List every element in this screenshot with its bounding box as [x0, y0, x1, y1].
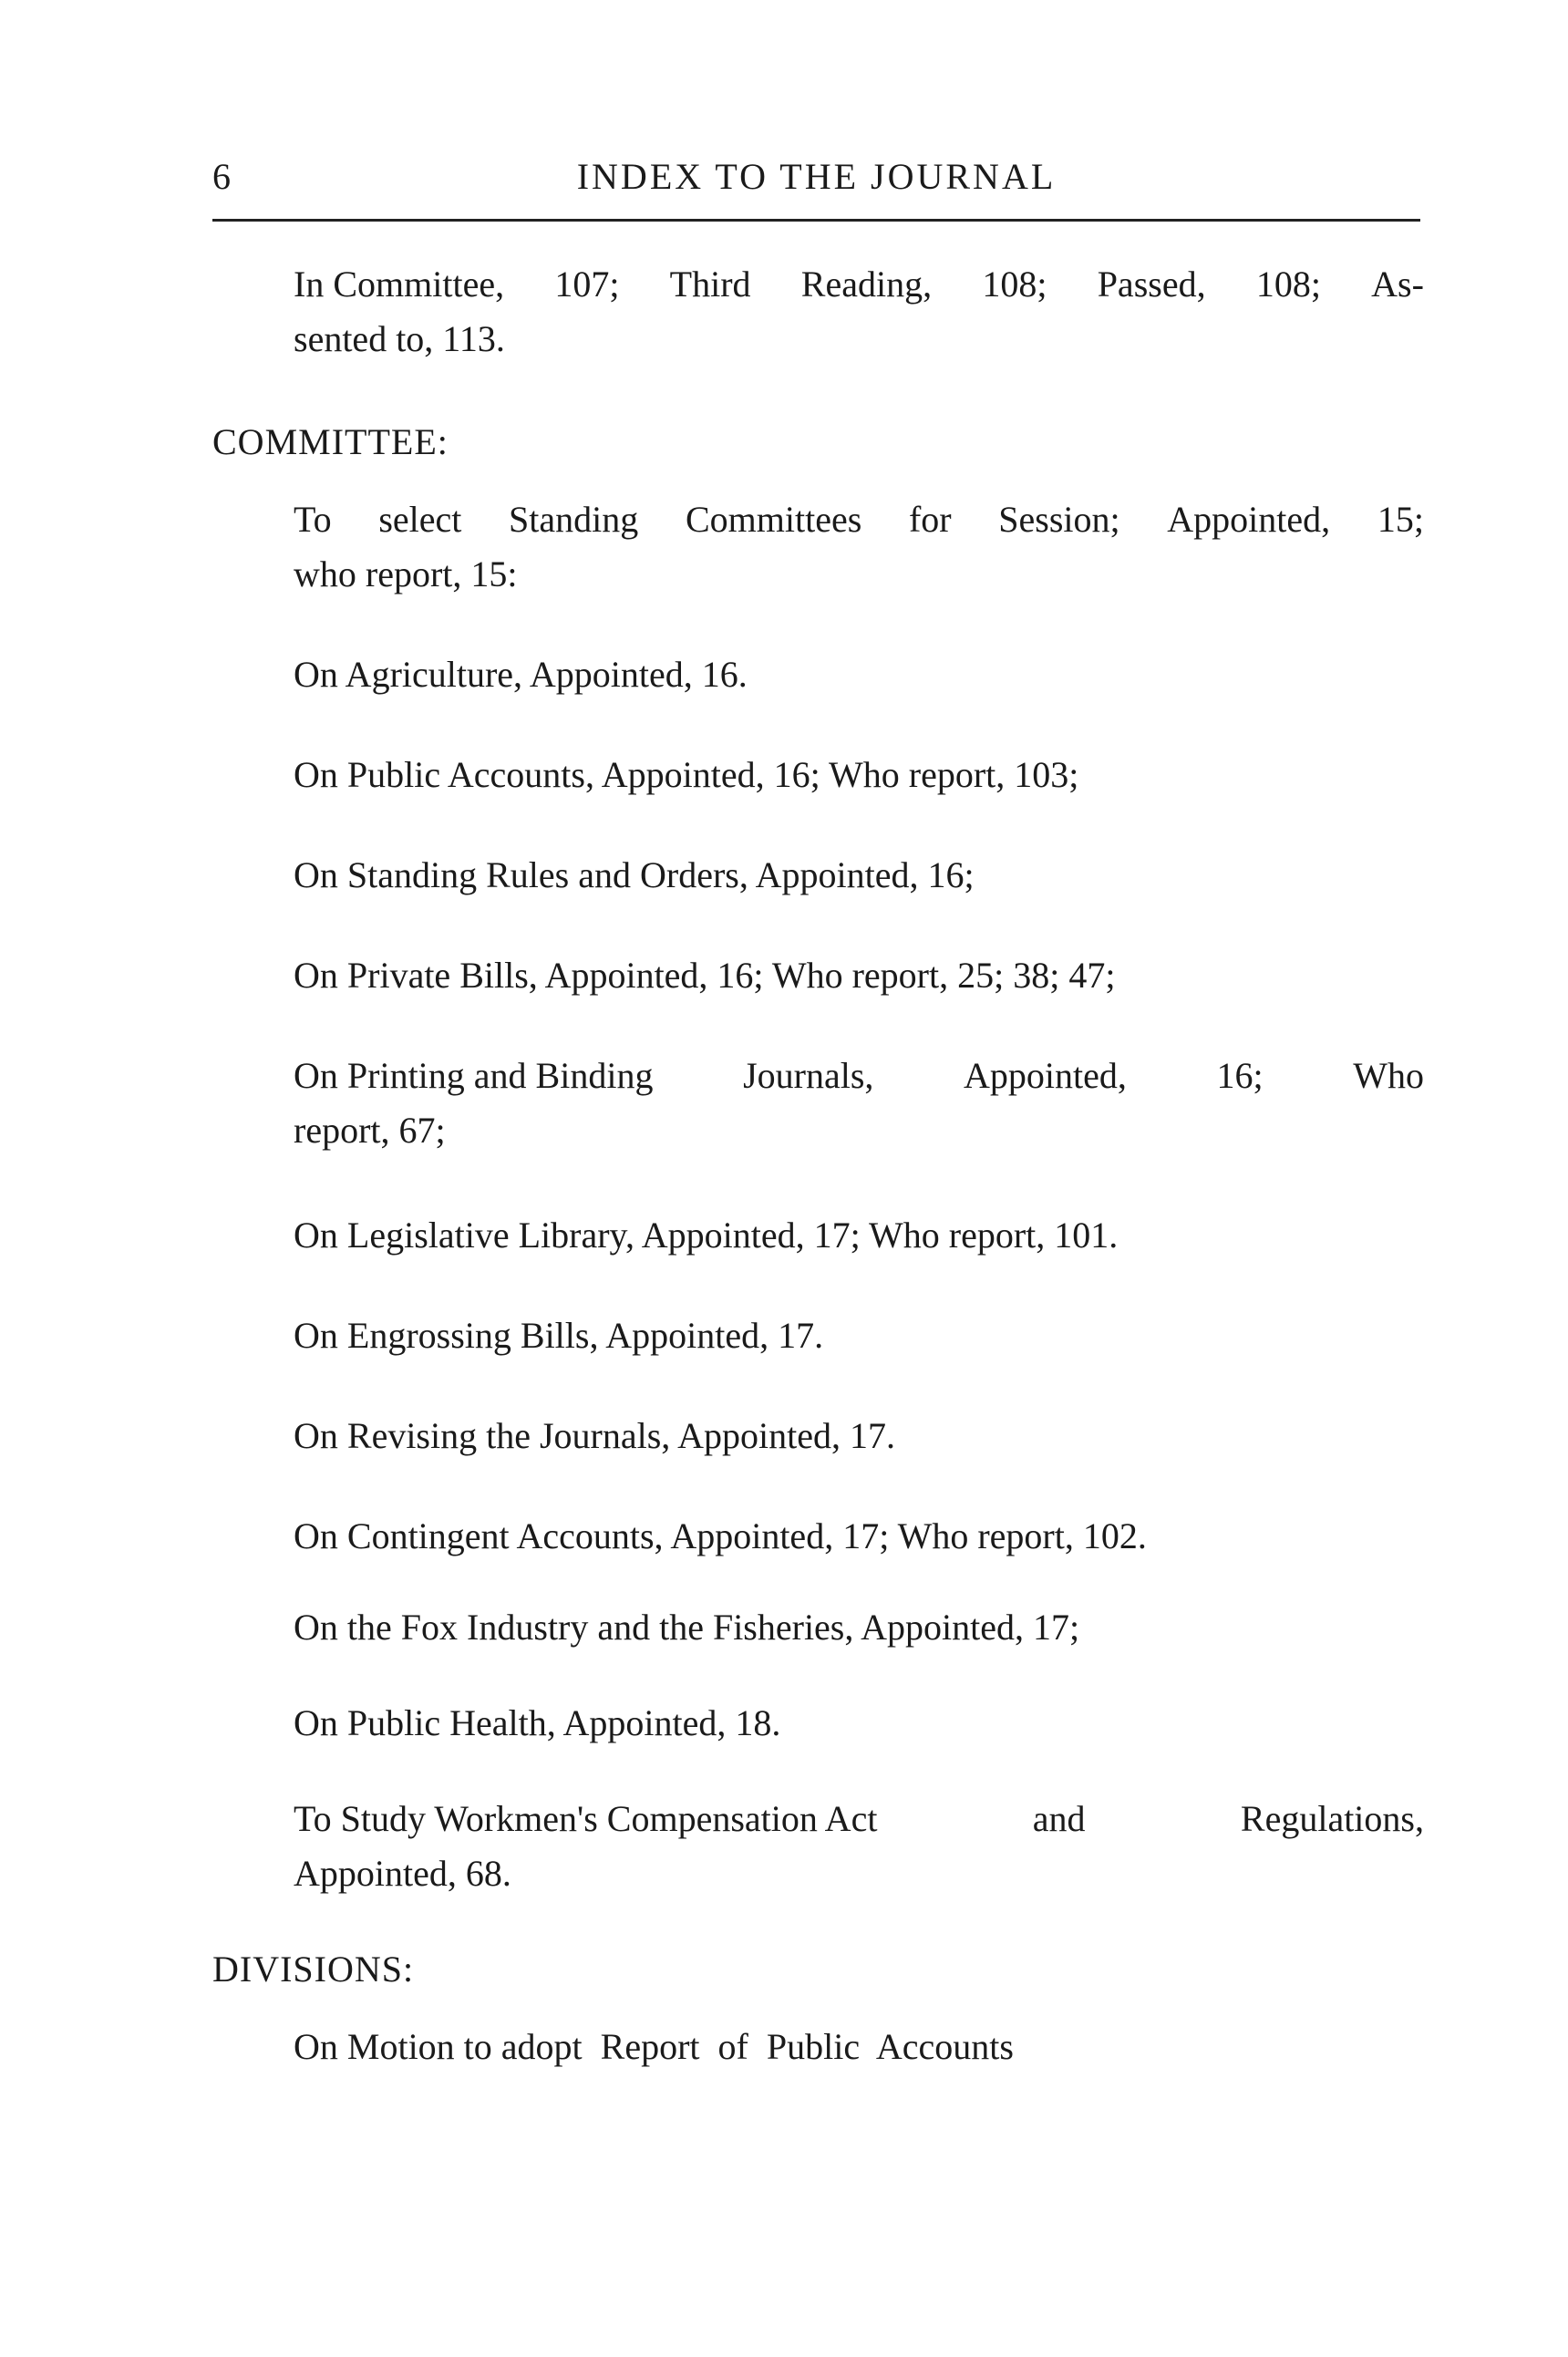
- entry-select-standing-committees: [294, 492, 1424, 602]
- word: Third: [669, 264, 751, 305]
- word: 15;: [1377, 499, 1424, 540]
- entry-revising-journals: On Revising the Journals, Appointed, 17.: [294, 1415, 895, 1456]
- word: On Printing and Binding: [294, 1055, 654, 1096]
- entry-public-health: On Public Health, Appointed, 18.: [294, 1702, 781, 1743]
- committee-heading: COMMITTEE:: [212, 421, 449, 462]
- word: Journals,: [743, 1055, 874, 1096]
- word: for: [908, 499, 952, 540]
- word: 108;: [1255, 264, 1321, 305]
- page-number: 6: [212, 156, 232, 197]
- header-rule: [212, 219, 1420, 222]
- word: Standing: [509, 499, 639, 540]
- word: Passed,: [1097, 264, 1206, 305]
- word: Who: [1353, 1055, 1424, 1096]
- word: 108;: [982, 264, 1047, 305]
- entry-contingent-accounts: On Contingent Accounts, Appointed, 17; Who report, 102.: [294, 1515, 1147, 1556]
- select-line-2: who report, 15:: [294, 553, 518, 594]
- entry-workmens-compensation: [294, 1792, 1424, 1901]
- workmen-line-1: [294, 1792, 1424, 1846]
- divisions-heading: DIVISIONS:: [212, 1949, 415, 1990]
- word: Appointed,: [1167, 499, 1331, 540]
- entry-agriculture: On Agriculture, Appointed, 16.: [294, 654, 748, 695]
- printing-line-2: report, 67;: [294, 1110, 446, 1151]
- word: 107;: [554, 264, 620, 305]
- word: In Committee,: [294, 264, 505, 305]
- continuation-line-2: sented to, 113.: [294, 318, 505, 359]
- word: To Study Workmen's Compensation Act: [294, 1798, 878, 1839]
- entry-fox-industry: On the Fox Industry and the Fisheries, Appointed, 17;: [294, 1607, 1080, 1648]
- word: and: [1032, 1798, 1086, 1839]
- continuation-entry: [294, 257, 1424, 367]
- word: 16;: [1216, 1055, 1264, 1096]
- entry-public-accounts: On Public Accounts, Appointed, 16; Who report, 103;: [294, 754, 1079, 795]
- word: Appointed,: [964, 1055, 1127, 1096]
- printing-line-1: [294, 1049, 1424, 1103]
- entry-legislative-library: On Legislative Library, Appointed, 17; Who report, 101.: [294, 1215, 1119, 1256]
- continuation-line-1: [294, 257, 1424, 312]
- word: Regulations,: [1240, 1798, 1424, 1839]
- entry-printing-binding: [294, 1049, 1424, 1158]
- workmen-line-2: Appointed, 68.: [294, 1853, 511, 1894]
- word: To: [294, 499, 332, 540]
- word: Reading,: [800, 264, 933, 305]
- word: As-: [1371, 264, 1424, 305]
- entry-motion-public-accounts: On Motion to adopt Report of Public Accounts: [294, 2026, 1014, 2067]
- entry-engrossing-bills: On Engrossing Bills, Appointed, 17.: [294, 1315, 824, 1356]
- word: select: [378, 499, 462, 540]
- word: Committees: [685, 499, 862, 540]
- page-header: [212, 155, 1420, 201]
- select-line-1: [294, 492, 1424, 547]
- entry-private-bills: On Private Bills, Appointed, 16; Who report, 25; 38; 47;: [294, 955, 1116, 996]
- running-head: INDEX TO THE JOURNAL: [576, 156, 1057, 197]
- entry-standing-rules: On Standing Rules and Orders, Appointed, 16;: [294, 854, 975, 895]
- word: Session;: [998, 499, 1120, 540]
